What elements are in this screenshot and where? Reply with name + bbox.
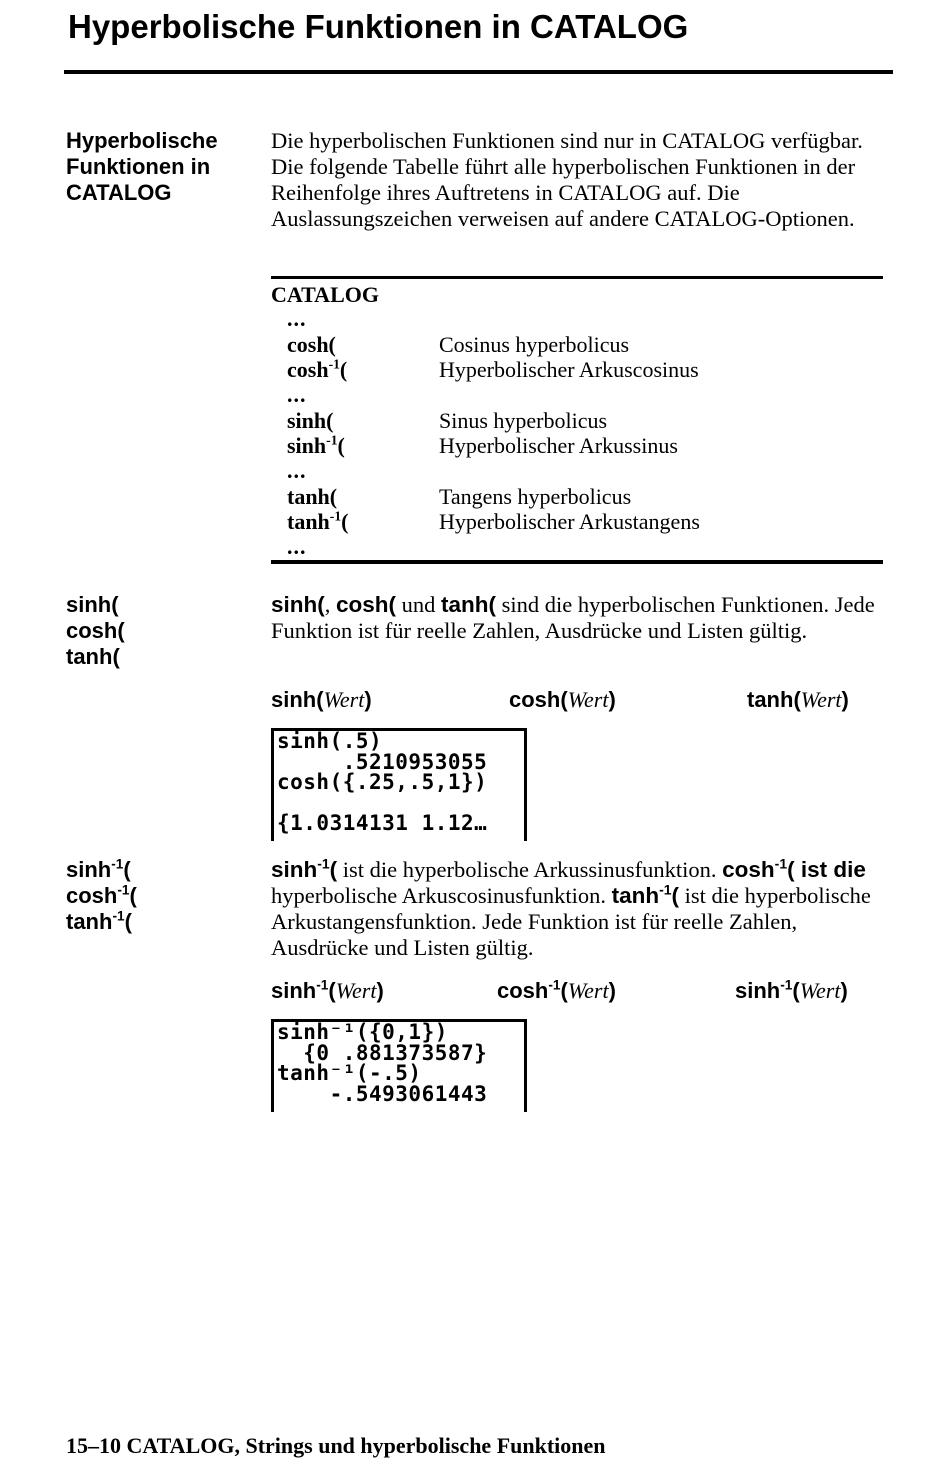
table-row xyxy=(287,357,883,383)
heading-line: $\cosh^{-1}$( xyxy=(66,882,137,908)
section-heading-inverse-hyperbolic xyxy=(66,857,137,935)
function-name: $\cosh^{-1}$( xyxy=(287,356,348,382)
catalog-intro-paragraph: Die hyperbolischen Funktionen sind nur in CATALOG verfügbar. Die folgende Tabelle führt alle hyperbolischen Funktionen in der Reihenfolge ihres Auftretens in CATALOG auf. Die Auslassungszeichen verweisen auf andere CATALOG-Optionen. xyxy=(271,128,863,231)
function-description: Cosinus hyperbolicus xyxy=(439,332,630,357)
syntax-asinh: $\sinh^{-1}(Wert)$ xyxy=(271,977,384,1003)
function-description: Hyperbolischer Arkussinus xyxy=(439,433,678,458)
table-row xyxy=(287,484,883,510)
function-description: Hyperbolischer Arkuscosinus xyxy=(439,357,699,382)
table-bottom-rule xyxy=(271,560,883,564)
screen-line xyxy=(274,793,524,814)
screen-line: cosh({.25,.5,1}) xyxy=(277,770,488,794)
calculator-screen-inverse xyxy=(271,1019,527,1112)
page-footer: 15–10 CATALOG, Strings und hyperbolische Funktionen xyxy=(66,1433,606,1458)
screen-line: sinh⁻¹({0,1}) xyxy=(277,1020,448,1044)
ellipsis: ... xyxy=(287,382,307,407)
syntax-sinh: sinh(Wert) xyxy=(271,687,372,712)
table-row xyxy=(287,433,883,459)
ellipsis: ... xyxy=(287,458,307,483)
table-row xyxy=(287,509,883,535)
heading-line: cosh( xyxy=(66,618,125,643)
screen-line: -.5493061443 xyxy=(277,1081,488,1106)
section-heading-catalog xyxy=(66,128,218,206)
section-heading-sinh-cosh-tanh xyxy=(66,592,125,670)
function-description: Hyperbolischer Arkustangens xyxy=(439,509,700,534)
screen-line: sinh(.5) xyxy=(277,729,383,753)
heading-line: tanh( xyxy=(66,644,120,669)
heading-line: Funktionen in xyxy=(66,154,211,179)
ellipsis: ... xyxy=(287,534,307,559)
function-description: Sinus hyperbolicus xyxy=(439,408,608,433)
table-row xyxy=(287,332,883,358)
syntax-acosh: $\cosh^{-1}(Wert)$ xyxy=(497,977,616,1003)
table-header: CATALOG xyxy=(271,282,379,307)
table-row xyxy=(287,408,883,434)
calculator-screen-sinh-cosh xyxy=(271,728,527,841)
screen-line: {0 .881373587} xyxy=(277,1040,488,1065)
ellipsis: ... xyxy=(287,306,307,331)
page-title: Hyperbolische Funktionen in CATALOG xyxy=(68,8,689,45)
table-top-rule xyxy=(271,276,883,279)
heading-line: $\sinh^{-1}$( xyxy=(66,856,131,882)
syntax-cosh: cosh(Wert) xyxy=(509,687,616,712)
syntax-atanh: $\sinh^{-1}(Wert)$ xyxy=(735,977,848,1003)
hyperbolic-functions-paragraph: sinh(, cosh( und tanh( sind die hyperbolischen Funktionen. Jede Funktion ist für reelle Zahlen, Ausdrücke und Listen gültig. xyxy=(271,592,875,643)
title-rule xyxy=(64,70,893,74)
function-name: sinh( xyxy=(287,408,334,433)
heading-line: CATALOG xyxy=(66,180,172,205)
function-name: $\sinh^{-1}$( xyxy=(287,432,345,458)
screen-line: tanh⁻¹(-.5) xyxy=(277,1061,422,1085)
function-description: Tangens hyperbolicus xyxy=(439,484,632,509)
screen-line: {1.0314131 1.12… xyxy=(277,811,488,835)
heading-line: Hyperbolische xyxy=(66,128,218,153)
heading-line: $\tanh^{-1}$( xyxy=(66,908,132,934)
function-name: cosh( xyxy=(287,332,336,357)
inverse-hyperbolic-paragraph: $\sinh^{-1}$( ist die hyperbolische Arkussinusfunktion. $\cosh^{-1}$( ist die hyperbolische Arkuscosinusfunktion. $\tanh^{-1}$( ist die hyperbolische Arkustangensfunktion. Jede Funktion ist für reelle Zahlen, Ausdrücke und Listen gültig. xyxy=(271,855,871,960)
syntax-tanh: tanh(Wert) xyxy=(747,687,849,712)
screen-line: .5210953055 xyxy=(277,749,488,774)
catalog-table xyxy=(271,276,883,564)
heading-line: sinh( xyxy=(66,592,119,617)
function-name: $\tanh^{-1}$( xyxy=(287,508,349,534)
function-name: tanh( xyxy=(287,484,338,509)
